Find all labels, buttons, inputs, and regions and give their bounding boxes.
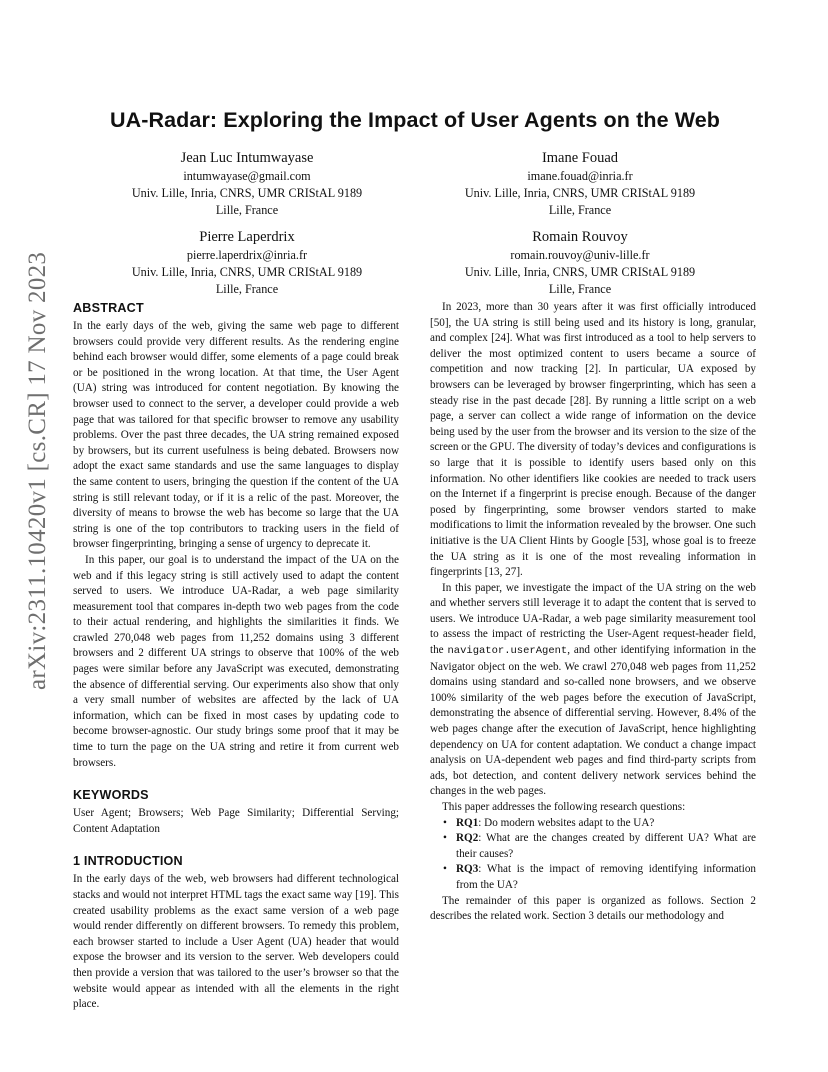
rq-label: RQ2 <box>456 832 479 845</box>
rq-label: RQ3 <box>456 863 479 876</box>
author-location: Lille, France <box>215 203 279 217</box>
author-location: Lille, France <box>215 282 279 296</box>
right-column <box>430 300 756 925</box>
author-location: Lille, France <box>548 282 612 296</box>
left-column <box>73 300 399 1013</box>
inline-code: navigator.userAgent <box>447 645 568 658</box>
list-item <box>456 816 756 832</box>
author-name: Imane Fouad <box>541 150 619 166</box>
abstract-paragraph: In this paper, our goal is to understand the impact of the UA on the web and if this legacy string is still actively used to adapt the content served to users. We introduce UA-Radar, a web page similarity measurement tool that compares in-depth two web pages from the code to their actual rendering, and highlights the similarities it finds. We crawled 270,048 web pages from 11,252 domains using 3 different browsers and 2 different UA strings to observe that 100% of the web pages were similar before any JavaScript was executed, demonstrating the absence of differential serving. Our experiments also show that only a very small number of websites are affected by the lack of UA information, which can be fixed in most cases by updating code to become browser-agnostic. Our study brings some proof that it may be time to turn the page on the UA string and retire it from current web browsers. <box>73 553 399 769</box>
author-name: Jean Luc Intumwayase <box>180 150 314 166</box>
research-questions-list <box>430 816 756 894</box>
author-block <box>415 148 745 219</box>
abstract-heading: ABSTRACT <box>73 301 144 315</box>
rq-text: : What are the changes created by different UA? What are their causes? <box>456 832 756 860</box>
introduction-paragraph: This paper addresses the following research questions: <box>442 801 686 813</box>
author-affiliation: Univ. Lille, Inria, CNRS, UMR CRIStAL 9189 <box>464 186 696 200</box>
introduction-paragraph: In 2023, more than 30 years after it was first officially introduced [50], the UA string is still being used and its history is long, granular, and complex [24]. What was first introduced as a tool to help servers to deliver the most optimized content to users became a source of competition and now tracking [2]. In particular, UA exposed by browsers can be leveraged by browser fingerprinting, which has seen a steady rise in the past decade [28]. By running a little script on a web page, a server can collect a wide range of information on the device being used by the user from the browser and its version to the size of the screen or the GPU. The diversity of today’s devices and configurations is so large that it is possible to identify users based only on this information. No other identifiers like cookies are needed to track users on the Internet if a fingerprint is precise enough. Because of the danger posed by fingerprinting, some browser vendors started to make modifications to limit the information revealed by the browser. One such initiative is the UA Client Hints by Google [53], whose goal is to freeze the UA string as it is one of the most revealing information in fingerprints [13, 27]. <box>430 301 756 579</box>
author-email: imane.fouad@inria.fr <box>527 169 633 183</box>
author-email: romain.rouvoy@univ-lille.fr <box>510 248 650 262</box>
rq-text: : What is the impact of removing identifying information from the UA? <box>456 863 756 891</box>
paragraph-text: In this paper, we investigate the impact of the UA string on the web and whether servers still leverage it to adapt the content that is served to users. We introduce UA-Radar, a web page similarity measurement tool to assess the impact of restricting the User-Agent request-header field, the <box>430 581 756 657</box>
author-name: Romain Rouvoy <box>532 229 628 245</box>
paragraph-text: , and other identifying information in the Navigator object on the web. We crawl 270,048 web pages from 11,252 domains using standard and so-called none browsers, and we observe 100% similarity of the web pages before the execution of JavaScript, demonstrating the absence of differential serving. However, 8.4% of the web pages change after the execution of JavaScript, hence highlighting dependency on UA for content adaptation. We conduct a change impact analysis on UA-dependent web pages and find third-party scripts from ads, bot detection, and content delivery network services behind the changes in the web pages. <box>430 644 757 798</box>
abstract-paragraph: In the early days of the web, giving the same web page to different browsers could provide very different results. As the rendering engine behind each browser would differ, some elements of a page could break or be positioned in the wrong location. At that time, the User Agent (UA) string was introduced for content negotiation. By knowing the browser used to connect to the server, a developer could provide a web page that was tailored for that specific browser to remove any usability problems. Over the past three decades, the UA string remained exposed by browsers, but its current usefulness is being debated. Browsers now adopt the exact same standards and use the same languages to display the same content to users, bringing the question if the content of the UA string is still relevant today, or if it is a relic of the past. Moreover, the diversity of means to browse the web has become so large that the UA string is one of the top contributors to tracking users in the field of browser fingerprinting, bringing a sense of urgency to deprecate it. <box>73 320 399 551</box>
keywords-heading: KEYWORDS <box>73 788 149 803</box>
list-item <box>456 831 756 862</box>
author-affiliation: Univ. Lille, Inria, CNRS, UMR CRIStAL 9189 <box>464 265 696 279</box>
author-location: Lille, France <box>548 203 612 217</box>
rq-text: : Do modern websites adapt to the UA? <box>478 816 655 829</box>
list-item <box>456 862 756 893</box>
arxiv-identifier: arXiv:2311.10420v1 [cs.CR] 17 Nov 2023 <box>24 251 51 690</box>
author-block <box>82 227 412 298</box>
introduction-paragraph: In the early days of the web, web browsers had different technological stacks and would not interpret HTML tags the exact same way [19]. This created usability problems as the exact same version of a web page would render differently on different browsers. To remedy this problem, each browser started to include a User Agent (UA) header that would expose the browser and its version to the server. Web developers could then provide a version that was tailored to the user’s browser so that the website would appear as intended with all the elements in the right place. <box>73 873 399 1011</box>
author-email: pierre.laperdrix@inria.fr <box>186 248 308 262</box>
introduction-paragraph <box>430 581 756 800</box>
rq-label: RQ1 <box>456 816 479 829</box>
introduction-heading: 1 INTRODUCTION <box>73 854 183 869</box>
introduction-paragraph: The remainder of this paper is organized as follows. Section 2 describes the related work. Section 3 details our methodology and <box>430 894 756 923</box>
author-block <box>82 148 412 219</box>
keywords-text: User Agent; Browsers; Web Page Similarity; Differential Serving; Content Adaptation <box>73 807 399 835</box>
author-email: intumwayase@gmail.com <box>183 169 311 183</box>
author-block <box>415 227 745 298</box>
author-affiliation: Univ. Lille, Inria, CNRS, UMR CRIStAL 9189 <box>131 186 363 200</box>
paper-title: UA-Radar: Exploring the Impact of User Agents on the Web <box>109 108 721 132</box>
author-affiliation: Univ. Lille, Inria, CNRS, UMR CRIStAL 9189 <box>131 265 363 279</box>
author-name: Pierre Laperdrix <box>199 229 295 245</box>
